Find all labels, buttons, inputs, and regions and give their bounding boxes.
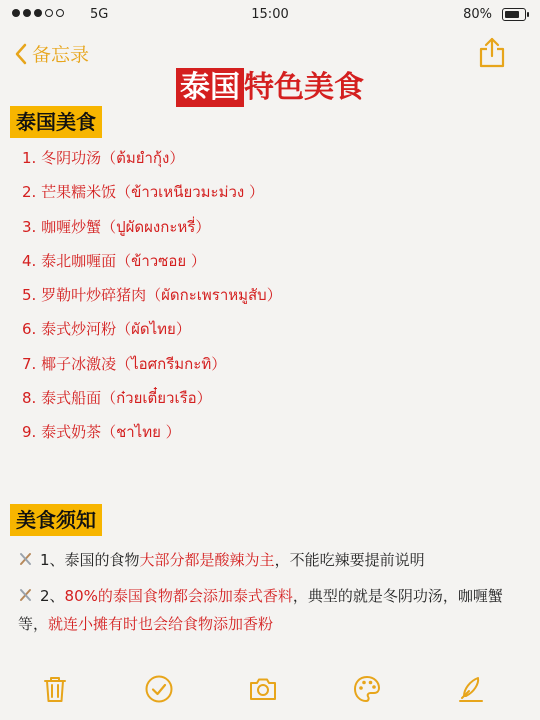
title-rest: 特色美食 bbox=[244, 70, 364, 105]
battery-icon bbox=[502, 8, 526, 21]
list-item: 9. 泰式奶茶（ชาไทย ） bbox=[22, 423, 181, 442]
tip-1-prefix: 1、泰国的食物 bbox=[40, 551, 140, 569]
checkmark-icon bbox=[144, 674, 174, 704]
utensils-icon bbox=[18, 587, 34, 603]
tip-2-prefix: 2、 bbox=[40, 587, 65, 605]
delete-button[interactable] bbox=[40, 674, 70, 704]
tip-2-middle: ，典型的就是冬阴功汤，咖喱蟹等， bbox=[18, 587, 503, 633]
list-item: 5. 罗勒叶炒碎猪肉（ผัดกะเพราหมูสับ） bbox=[22, 286, 282, 305]
list-item: 3. 咖喱炒蟹（ปูผัดผงกะหรี่） bbox=[22, 217, 211, 236]
camera-icon bbox=[248, 674, 278, 704]
battery-percent: 80% bbox=[463, 7, 492, 22]
markup-button[interactable] bbox=[352, 674, 382, 704]
section-heading-thai-food: 泰国美食 bbox=[10, 106, 102, 138]
list-item: 8. 泰式船面（ก๋วยเตี๋ยวเรือ） bbox=[22, 389, 212, 408]
tip-2-highlight-2: 就连小摊有时也会给食物添加香粉 bbox=[48, 615, 274, 633]
tip-2-highlight: 80%的泰国食物都会添加泰式香料 bbox=[64, 587, 293, 605]
palette-icon bbox=[352, 674, 382, 704]
title-highlight: 泰国 bbox=[176, 68, 244, 107]
tip-2 bbox=[18, 582, 518, 638]
list-item: 6. 泰式炒河粉（ผัดไทย） bbox=[22, 320, 191, 339]
clock: 15:00 bbox=[251, 7, 289, 22]
section-heading-food-tips: 美食须知 bbox=[10, 504, 102, 536]
trash-icon bbox=[40, 674, 70, 704]
utensils-icon bbox=[18, 551, 34, 567]
tip-1 bbox=[18, 546, 518, 574]
list-item: 4. 泰北咖喱面（ข้าวซอย ） bbox=[22, 251, 206, 270]
network-type: 5G bbox=[90, 7, 109, 22]
pen-icon bbox=[456, 674, 486, 704]
status-bar bbox=[0, 0, 540, 30]
tip-1-suffix: ，不能吃辣要提前说明 bbox=[274, 551, 425, 569]
tip-1-highlight: 大部分都是酸辣为主 bbox=[139, 551, 275, 569]
bottom-toolbar bbox=[0, 660, 540, 720]
list-item: 7. 椰子冰激凌（ไอศกรีมกะทิ） bbox=[22, 354, 227, 373]
compose-button[interactable] bbox=[456, 674, 486, 704]
list-item: 1. 冬阴功汤（ต้มยำกุ้ง） bbox=[22, 149, 185, 167]
list-item: 2. 芒果糯米饭（ข้าวเหนียวมะม่วง ） bbox=[22, 183, 265, 202]
dish-list bbox=[22, 147, 282, 456]
back-label: 备忘录 bbox=[32, 44, 90, 66]
page-title bbox=[0, 62, 540, 106]
camera-button[interactable] bbox=[248, 674, 278, 704]
checklist-button[interactable] bbox=[144, 674, 174, 704]
